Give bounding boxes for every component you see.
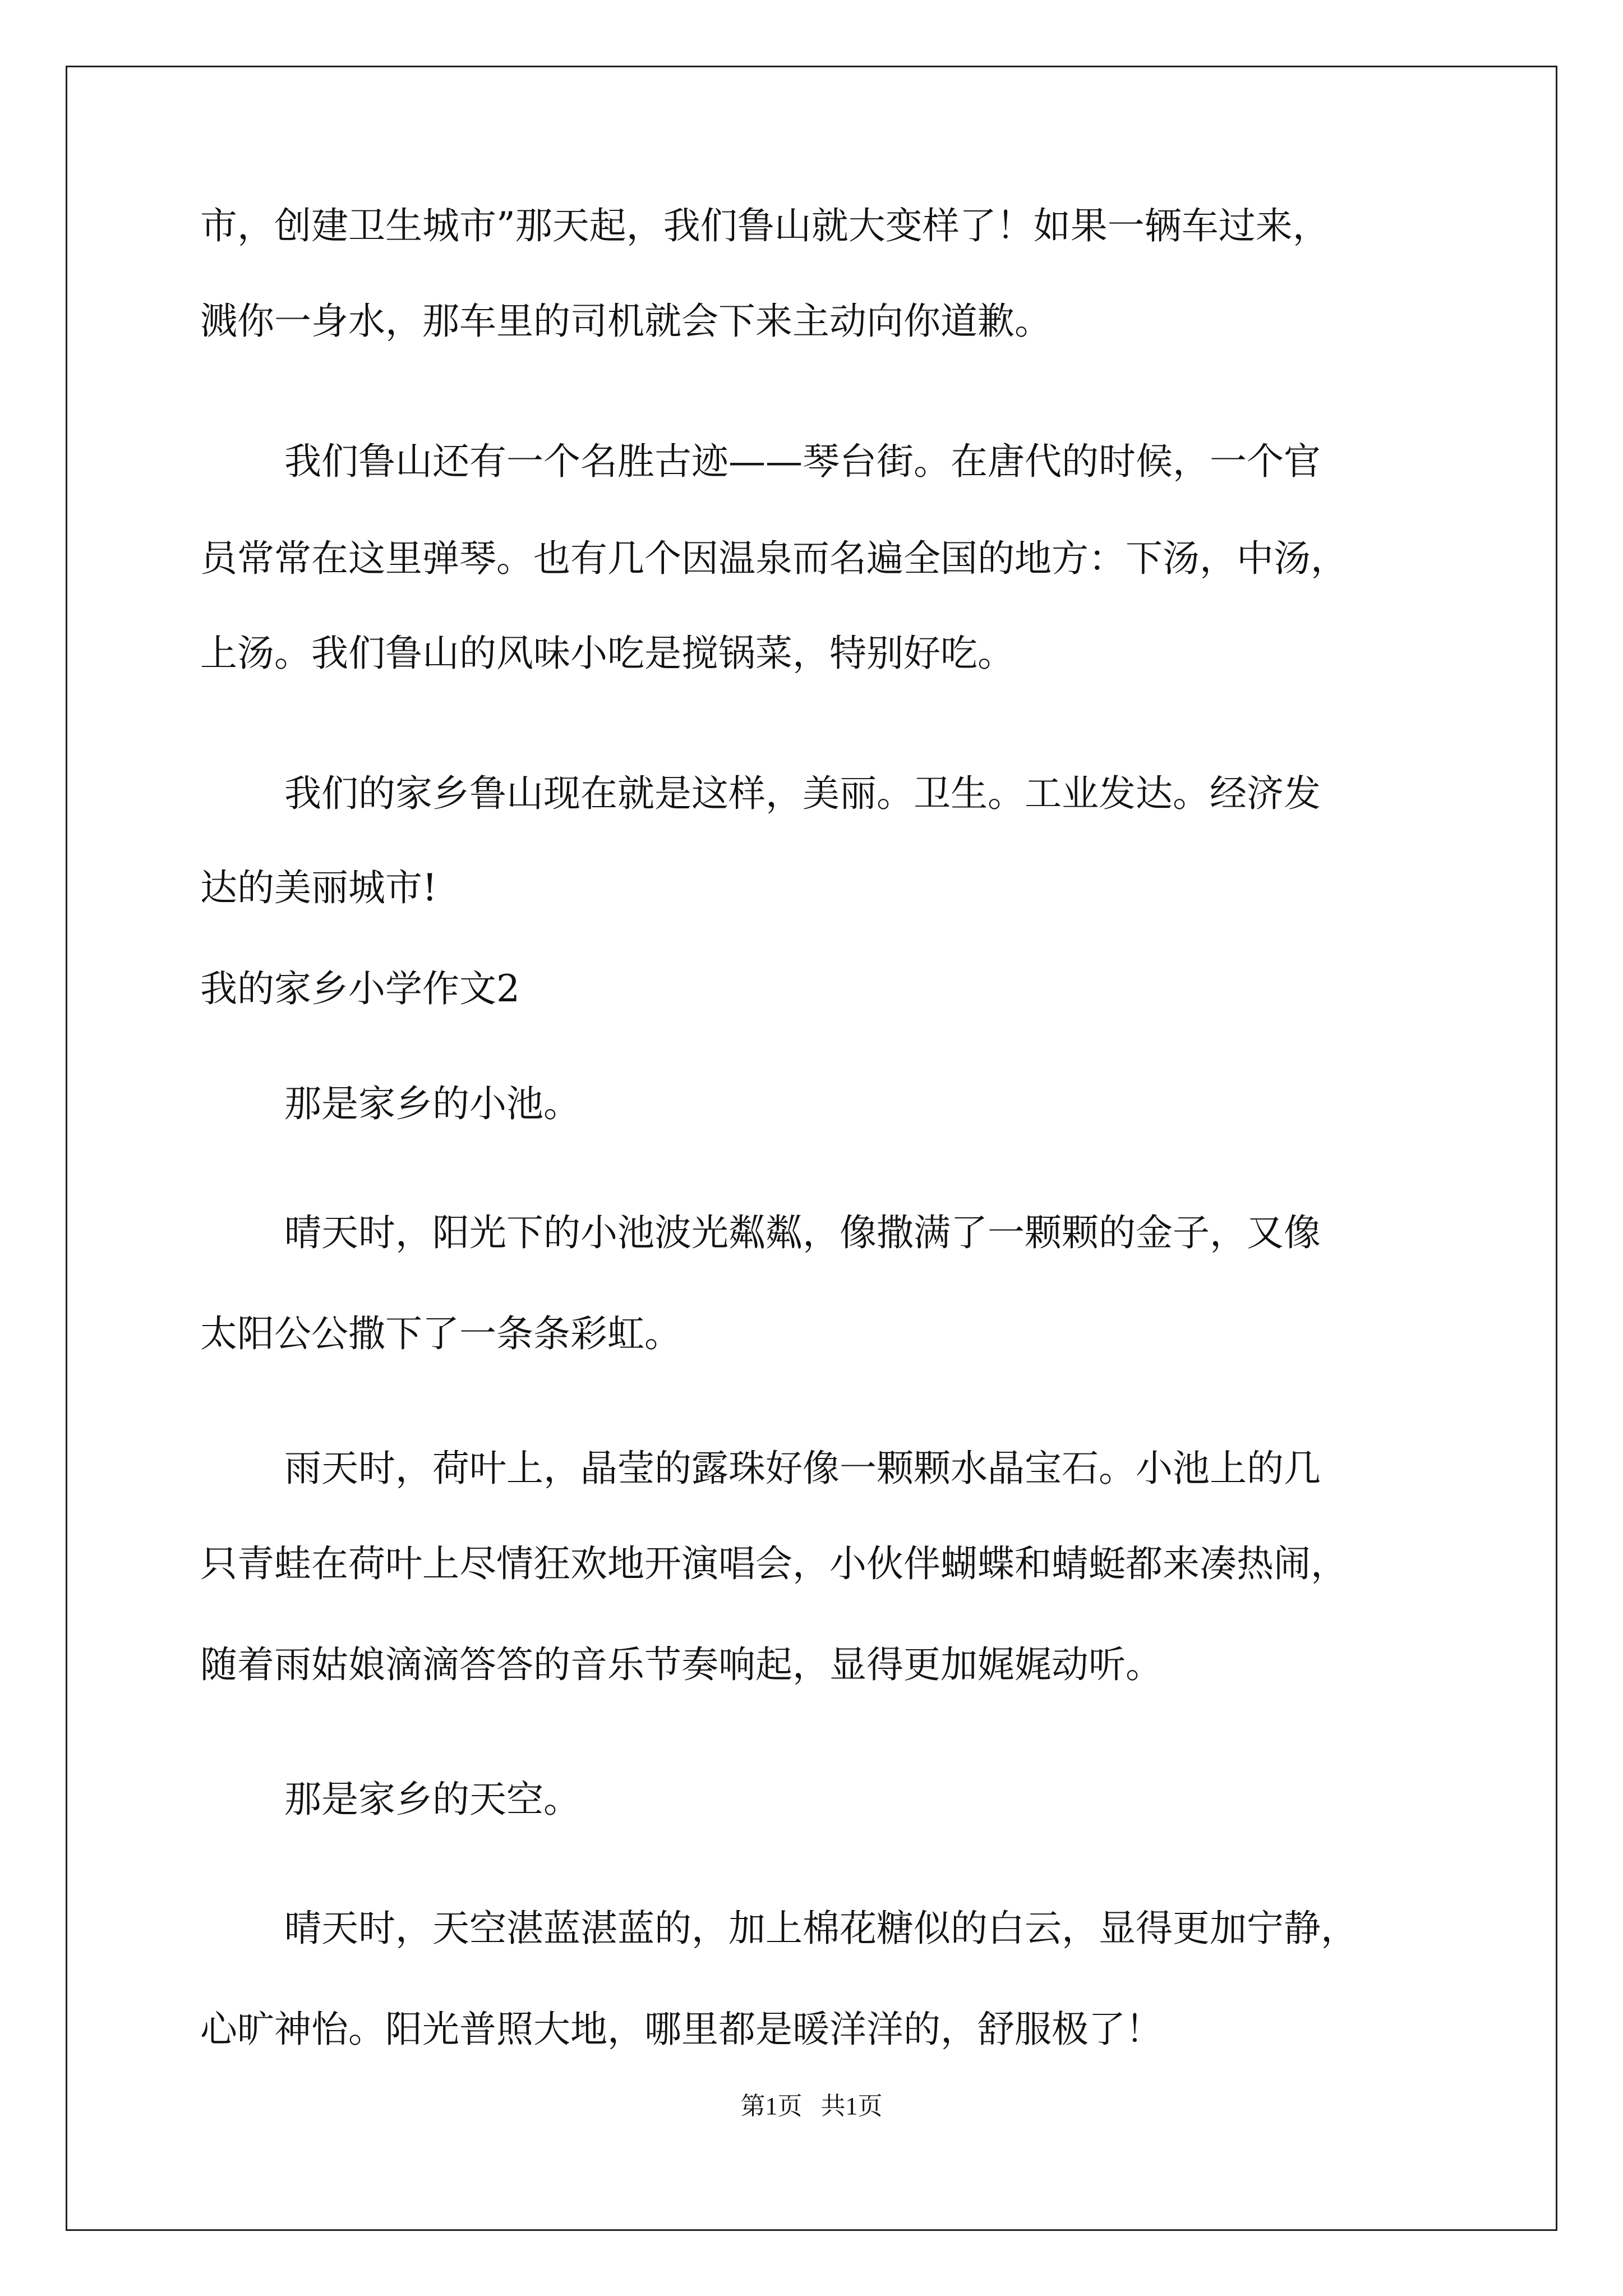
paragraph-line: 雨天时，荷叶上，晶莹的露珠好像一颗颗水晶宝石。小池上的几 [284, 1447, 1321, 1490]
paragraph-line: 溅你一身水，那车里的司机就会下来主动向你道歉。 [200, 300, 1052, 343]
paragraph-line: 我们鲁山还有一个名胜古迹——琴台街。在唐代的时候，一个官 [284, 440, 1321, 483]
page-footer: 第1页 共1页 [740, 2092, 883, 2120]
paragraph-line: 上汤。我们鲁山的风味小吃是搅锅菜，特别好吃。 [200, 632, 1015, 675]
paragraph-line: 市，创建卫生城市”那天起，我们鲁山就大变样了！如果一辆车过来， [200, 204, 1330, 247]
paragraph-line: 晴天时，阳光下的小池波光粼粼，像撒满了一颗颗的金子，又像 [284, 1211, 1321, 1254]
paragraph-line: 只青蛙在荷叶上尽情狂欢地开演唱会，小伙伴蝴蝶和蜻蜓都来凑热闹， [200, 1542, 1348, 1585]
paragraph-line: 达的美丽城市! [200, 866, 437, 909]
paragraph-line: 心旷神怡。阳光普照大地，哪里都是暖洋洋的，舒服极了！ [200, 2008, 1163, 2051]
paragraph-line: 晴天时，天空湛蓝湛蓝的，加上棉花糖似的白云，显得更加宁静， [284, 1907, 1358, 1950]
page-border [66, 66, 1557, 2231]
paragraph-line: 那是家乡的天空。 [284, 1778, 580, 1821]
section-heading: 我的家乡小学作文2 [200, 967, 520, 1010]
paragraph-line: 我们的家乡鲁山现在就是这样，美丽。卫生。工业发达。经济发 [284, 772, 1321, 815]
paragraph-line: 随着雨姑娘滴滴答答的音乐节奏响起，显得更加娓娓动听。 [200, 1643, 1163, 1686]
paragraph-line: 那是家乡的小池。 [284, 1082, 580, 1125]
paragraph-line: 员常常在这里弹琴。也有几个因温泉而名遍全国的地方：下汤，中汤， [200, 537, 1348, 580]
paragraph-line: 太阳公公撒下了一条条彩虹。 [200, 1312, 681, 1355]
